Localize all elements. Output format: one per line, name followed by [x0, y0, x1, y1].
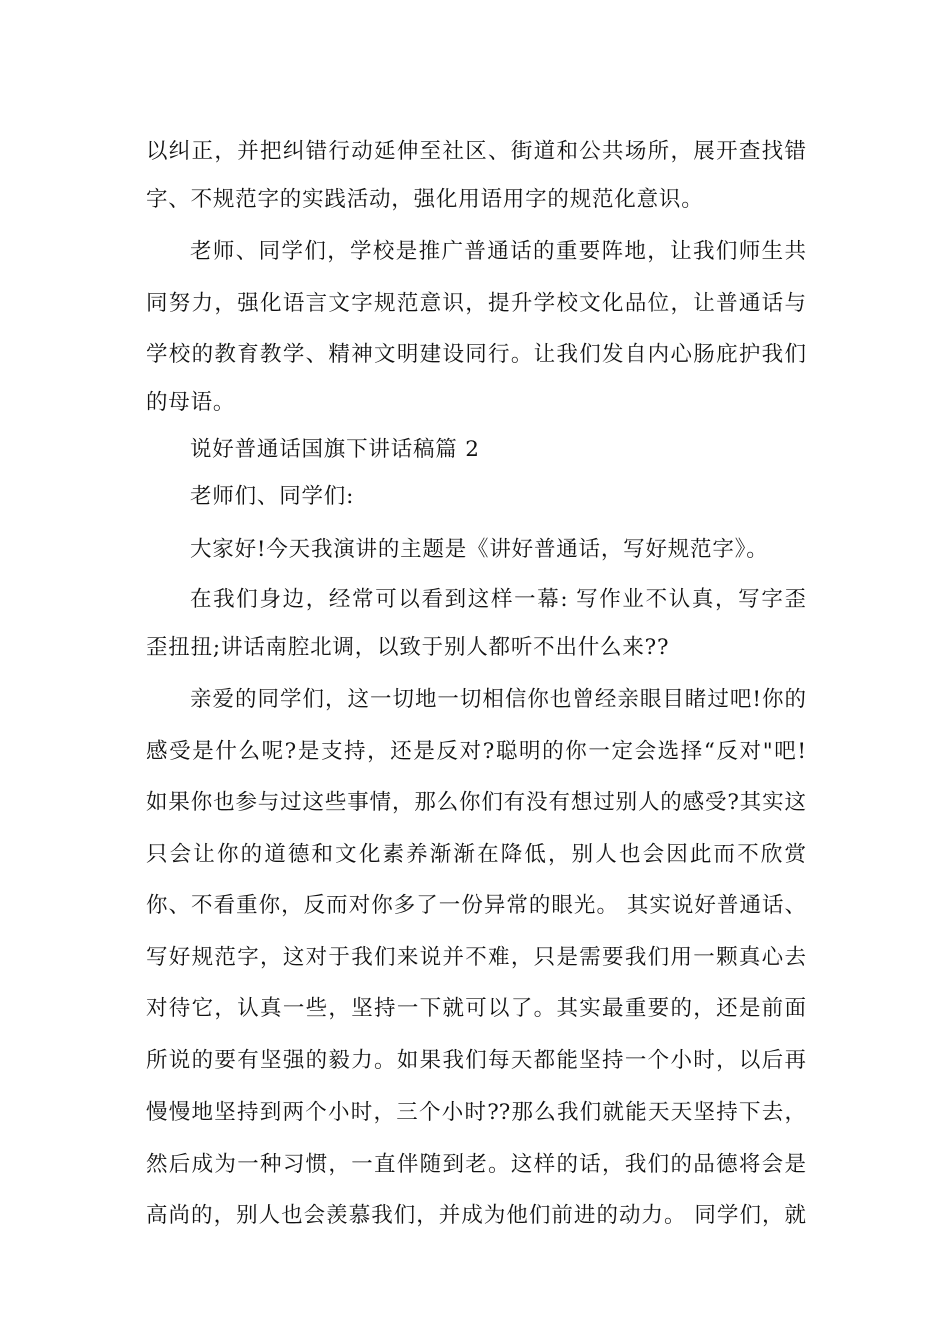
text-line: 然后成为一种习惯，一直伴随到老。这样的话，我们的品德将会是 [146, 1152, 806, 1177]
text-line: 感受是什么呢?是支持，还是反对?聪明的你一定会选择“反对"吧! [146, 739, 806, 764]
text-line: 字、不规范字的实践活动，强化用语用字的规范化意识。 [146, 187, 704, 212]
section-heading: 说好普通话国旗下讲话稿篇 2 [190, 437, 480, 462]
text-line: 你、不看重你，反而对你多了一份异常的眼光。 其实说好普通话、 [146, 893, 806, 918]
text-line: 所说的要有坚强的毅力。如果我们每天都能坚持一个小时，以后再 [146, 1048, 806, 1073]
text-line: 老师、同学们，学校是推广普通话的重要阵地，让我们师生共 [190, 239, 806, 264]
text-line: 只会让你的道德和文化素养渐渐在降低，别人也会因此而不欣赏 [146, 842, 806, 867]
text-line: 如果你也参与过这些事情，那么你们有没有想过别人的感受?其实这 [146, 790, 806, 815]
text-line: 的母语。 [146, 390, 236, 415]
text-line: 慢慢地坚持到两个小时，三个小时??那么我们就能天天坚持下去， [146, 1100, 806, 1125]
text-line: 亲爱的同学们，这一切地一切相信你也曾经亲眼目睹过吧!你的 [190, 687, 806, 712]
text-line: 高尚的，别人也会羡慕我们，并成为他们前进的动力。 同学们，就 [146, 1203, 806, 1228]
salutation: 老师们、同学们: [190, 484, 355, 509]
text-line: 以纠正，并把纠错行动延伸至社区、街道和公共场所，展开查找错 [146, 139, 806, 164]
text-line: 学校的教育教学、精神文明建设同行。让我们发自内心肠庇护我们 [146, 342, 806, 367]
text-line: 同努力，强化语言文字规范意识，提升学校文化品位，让普通话与 [146, 291, 806, 316]
text-line: 在我们身边，经常可以看到这样一幕: 写作业不认真，写字歪 [190, 587, 806, 612]
text-line: 歪扭扭;讲话南腔北调，以致于别人都听不出什么来?? [146, 635, 670, 660]
text-line: 大家好!今天我演讲的主题是《讲好普通话，写好规范字》。 [190, 537, 769, 562]
text-line: 写好规范字，这对于我们来说并不难，只是需要我们用一颗真心去 [146, 945, 806, 970]
text-line: 对待它，认真一些，坚持一下就可以了。其实最重要的，还是前面 [146, 996, 806, 1021]
